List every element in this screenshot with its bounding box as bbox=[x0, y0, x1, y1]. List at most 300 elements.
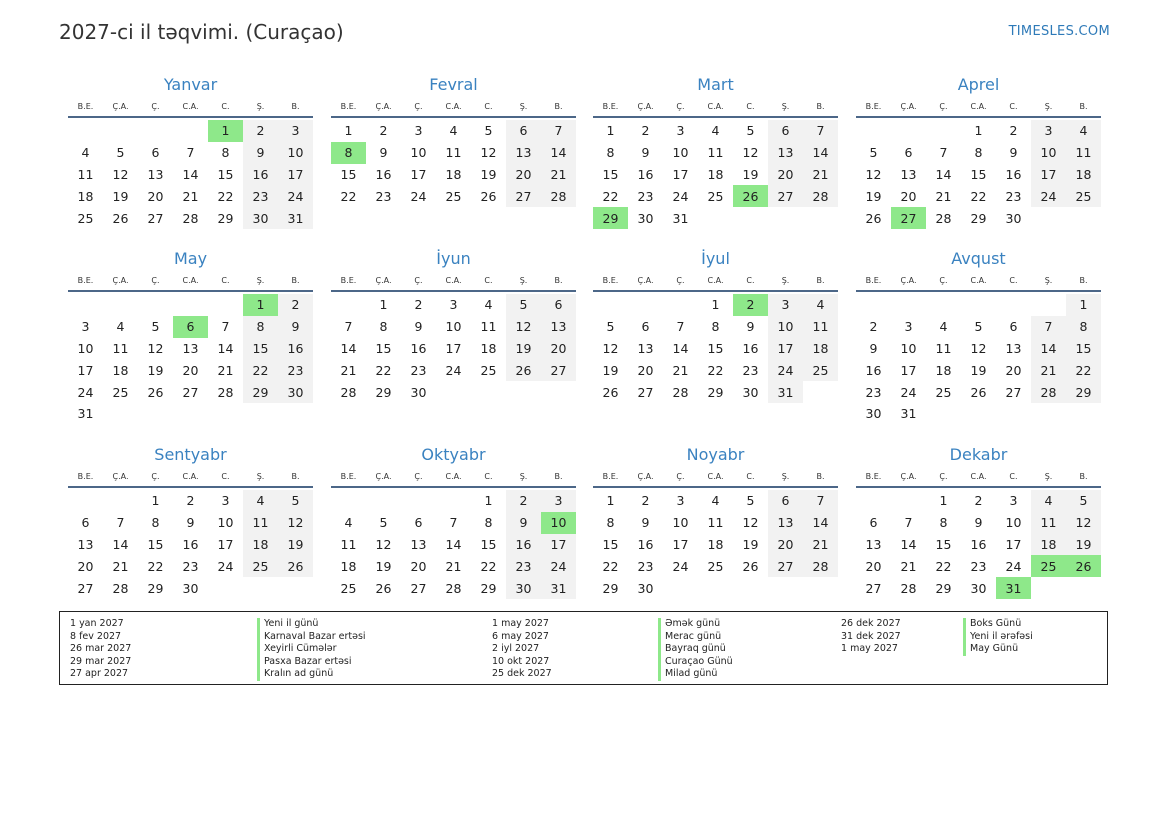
day-cell: 23 bbox=[375, 188, 392, 204]
day-cell: 25 bbox=[480, 362, 497, 378]
empty-cell bbox=[926, 294, 961, 316]
day-cell: 9 bbox=[869, 340, 878, 356]
day-cell: 7 bbox=[541, 120, 576, 142]
day-cell: 12 bbox=[375, 536, 392, 552]
weekday-label: B.E. bbox=[865, 275, 882, 285]
day-cell: 15 bbox=[602, 166, 619, 182]
weekday-label: B. bbox=[816, 471, 825, 481]
weekday-label: B.E. bbox=[77, 275, 94, 285]
weekday-label: Ç.A. bbox=[900, 471, 917, 481]
day-grid bbox=[68, 294, 313, 425]
day-cell: 2 bbox=[506, 490, 541, 512]
day-cell: 28 bbox=[672, 384, 689, 400]
weekday-label: C.A. bbox=[445, 275, 462, 285]
day-cell: 19 bbox=[147, 362, 164, 378]
weekday-label: Ş. bbox=[781, 471, 790, 481]
day-cell: 25 bbox=[112, 384, 129, 400]
weekday-label: Ç.A. bbox=[900, 101, 917, 111]
day-cell: 21 bbox=[340, 362, 357, 378]
weekday-label: Ç.A. bbox=[637, 101, 654, 111]
legend-dates-col2 bbox=[492, 618, 552, 681]
day-cell: 12 bbox=[742, 515, 759, 531]
empty-cell bbox=[926, 120, 961, 142]
day-cell: 25 bbox=[77, 210, 94, 226]
day-cell: 22 bbox=[707, 362, 724, 378]
day-cell: 17 bbox=[1031, 164, 1066, 186]
day-cell: 11 bbox=[77, 166, 94, 182]
weekday-header bbox=[593, 270, 838, 292]
legend-item: May Günü bbox=[963, 643, 1033, 656]
day-cell: 28 bbox=[445, 580, 462, 596]
day-cell: 3 bbox=[541, 490, 576, 512]
weekday-label: B. bbox=[1079, 275, 1088, 285]
day-grid bbox=[331, 294, 576, 403]
day-cell: 13 bbox=[900, 166, 917, 182]
day-cell: 1 bbox=[151, 493, 160, 509]
day-cell: 13 bbox=[410, 536, 427, 552]
day-cell: 24 bbox=[672, 558, 689, 574]
day-cell: 24 bbox=[672, 188, 689, 204]
empty-cell bbox=[856, 490, 891, 512]
day-cell: 6 bbox=[81, 515, 90, 531]
weekday-label: Ç. bbox=[414, 101, 423, 111]
day-cell: 27 bbox=[541, 359, 576, 381]
weekday-label: C.A. bbox=[182, 471, 199, 481]
day-cell: 19 bbox=[742, 166, 759, 182]
day-cell: 20 bbox=[506, 164, 541, 186]
day-cell: 21 bbox=[217, 362, 234, 378]
weekday-label: Ç. bbox=[414, 275, 423, 285]
empty-cell bbox=[961, 294, 996, 316]
weekday-label: Ş. bbox=[519, 471, 528, 481]
day-cell: 6 bbox=[151, 145, 160, 161]
day-cell: 23 bbox=[637, 188, 654, 204]
day-cell: 24 bbox=[1005, 558, 1022, 574]
weekday-label: C. bbox=[1009, 101, 1018, 111]
day-cell: 3 bbox=[1009, 493, 1018, 509]
day-cell: 22 bbox=[375, 362, 392, 378]
holiday-day-cell: 2 bbox=[733, 294, 768, 316]
day-cell: 2 bbox=[869, 319, 878, 335]
legend-item: 1 may 2027 bbox=[492, 618, 549, 629]
legend-item: 10 okt 2027 bbox=[492, 655, 550, 667]
day-cell: 18 bbox=[707, 536, 724, 552]
day-cell: 29 bbox=[935, 580, 952, 596]
day-cell: 4 bbox=[81, 145, 90, 161]
day-cell: 23 bbox=[970, 558, 987, 574]
day-cell: 9 bbox=[641, 145, 650, 161]
day-grid bbox=[331, 120, 576, 207]
legend-item: Curaçao Günü bbox=[658, 656, 733, 669]
day-cell: 25 bbox=[1066, 185, 1101, 207]
weekday-label: Ç. bbox=[676, 471, 685, 481]
legend-item: 1 yan 2027 bbox=[70, 618, 124, 629]
month-9 bbox=[68, 444, 313, 599]
day-grid bbox=[856, 294, 1101, 425]
day-cell: 21 bbox=[803, 534, 838, 556]
day-cell: 1 bbox=[344, 123, 353, 139]
day-cell: 24 bbox=[410, 188, 427, 204]
day-cell: 24 bbox=[1031, 185, 1066, 207]
day-cell: 31 bbox=[672, 210, 689, 226]
day-cell: 18 bbox=[1066, 164, 1101, 186]
day-cell: 30 bbox=[970, 580, 987, 596]
day-cell: 3 bbox=[768, 294, 803, 316]
day-cell: 21 bbox=[541, 164, 576, 186]
holiday-day-cell: 27 bbox=[891, 207, 926, 229]
day-cell: 10 bbox=[672, 145, 689, 161]
day-cell: 22 bbox=[602, 188, 619, 204]
day-cell: 21 bbox=[935, 188, 952, 204]
empty-cell bbox=[1031, 294, 1066, 316]
weekday-label: Ç.A. bbox=[112, 101, 129, 111]
day-cell: 10 bbox=[768, 316, 803, 338]
empty-cell bbox=[331, 490, 366, 512]
day-cell: 22 bbox=[147, 558, 164, 574]
day-cell: 21 bbox=[900, 558, 917, 574]
day-cell: 11 bbox=[112, 340, 129, 356]
legend-item: 2 iyl 2027 bbox=[492, 643, 540, 654]
day-cell: 25 bbox=[340, 580, 357, 596]
weekday-header bbox=[331, 270, 576, 292]
day-cell: 7 bbox=[803, 120, 838, 142]
day-cell: 2 bbox=[974, 493, 983, 509]
day-cell: 16 bbox=[506, 534, 541, 556]
weekday-label: Ç. bbox=[151, 101, 160, 111]
day-cell: 16 bbox=[375, 166, 392, 182]
day-cell: 8 bbox=[974, 145, 983, 161]
day-cell: 23 bbox=[506, 555, 541, 577]
weekday-label: Ç. bbox=[676, 101, 685, 111]
day-cell: 15 bbox=[935, 536, 952, 552]
day-cell: 18 bbox=[340, 558, 357, 574]
empty-cell bbox=[628, 294, 663, 316]
day-cell: 6 bbox=[869, 515, 878, 531]
weekday-label: Ş. bbox=[519, 275, 528, 285]
day-cell: 31 bbox=[768, 381, 803, 403]
day-cell: 15 bbox=[707, 340, 724, 356]
day-cell: 31 bbox=[541, 577, 576, 599]
day-cell: 29 bbox=[243, 381, 278, 403]
day-cell: 9 bbox=[974, 515, 983, 531]
day-cell: 7 bbox=[449, 515, 458, 531]
day-cell: 9 bbox=[641, 515, 650, 531]
day-cell: 19 bbox=[865, 188, 882, 204]
empty-cell bbox=[103, 120, 138, 142]
empty-cell bbox=[856, 120, 891, 142]
day-cell: 25 bbox=[243, 555, 278, 577]
day-cell: 31 bbox=[77, 406, 94, 422]
day-cell: 5 bbox=[506, 294, 541, 316]
day-cell: 5 bbox=[606, 319, 615, 335]
day-cell: 17 bbox=[1005, 536, 1022, 552]
day-cell: 23 bbox=[865, 384, 882, 400]
day-cell: 13 bbox=[147, 166, 164, 182]
day-cell: 20 bbox=[147, 188, 164, 204]
empty-cell bbox=[173, 294, 208, 316]
day-cell: 8 bbox=[939, 515, 948, 531]
weekday-label: B. bbox=[554, 101, 563, 111]
day-cell: 13 bbox=[768, 512, 803, 534]
month-12 bbox=[856, 444, 1101, 599]
day-cell: 24 bbox=[445, 362, 462, 378]
day-cell: 25 bbox=[935, 384, 952, 400]
weekday-label: Ç.A. bbox=[637, 471, 654, 481]
day-cell: 8 bbox=[151, 515, 160, 531]
day-cell: 24 bbox=[900, 384, 917, 400]
empty-cell bbox=[103, 490, 138, 512]
day-cell: 20 bbox=[768, 534, 803, 556]
weekday-label: B.E. bbox=[602, 471, 619, 481]
day-cell: 5 bbox=[974, 319, 983, 335]
weekday-label: Ç.A. bbox=[375, 275, 392, 285]
month-name: Oktyabr bbox=[421, 445, 486, 464]
day-cell: 27 bbox=[865, 580, 882, 596]
day-cell: 25 bbox=[707, 188, 724, 204]
day-cell: 9 bbox=[278, 316, 313, 338]
legend-item: 1 may 2027 bbox=[841, 643, 898, 654]
empty-cell bbox=[366, 490, 401, 512]
day-cell: 22 bbox=[970, 188, 987, 204]
day-cell: 10 bbox=[445, 319, 462, 335]
day-cell: 15 bbox=[1066, 338, 1101, 360]
day-cell: 13 bbox=[182, 340, 199, 356]
weekday-label: Ç. bbox=[414, 471, 423, 481]
day-cell: 26 bbox=[112, 210, 129, 226]
day-cell: 19 bbox=[506, 338, 541, 360]
day-cell: 28 bbox=[182, 210, 199, 226]
day-cell: 22 bbox=[480, 558, 497, 574]
day-cell: 17 bbox=[541, 534, 576, 556]
day-cell: 12 bbox=[480, 145, 497, 161]
legend-item: 26 dek 2027 bbox=[841, 618, 901, 629]
weekday-label: C. bbox=[484, 101, 493, 111]
weekday-header bbox=[856, 270, 1101, 292]
day-cell: 14 bbox=[900, 536, 917, 552]
weekday-label: B.E. bbox=[340, 471, 357, 481]
legend-item: Karnaval Bazar ertəsi bbox=[257, 631, 366, 644]
day-cell: 19 bbox=[278, 534, 313, 556]
weekday-label: Ç.A. bbox=[375, 101, 392, 111]
day-cell: 21 bbox=[1031, 359, 1066, 381]
day-cell: 27 bbox=[182, 384, 199, 400]
day-cell: 16 bbox=[410, 340, 427, 356]
holiday-day-cell: 25 bbox=[1031, 555, 1066, 577]
holiday-day-cell: 6 bbox=[173, 316, 208, 338]
day-cell: 12 bbox=[865, 166, 882, 182]
day-cell: 17 bbox=[410, 166, 427, 182]
day-cell: 13 bbox=[865, 536, 882, 552]
weekday-header bbox=[856, 466, 1101, 488]
weekday-label: B. bbox=[816, 275, 825, 285]
day-cell: 15 bbox=[970, 166, 987, 182]
day-cell: 13 bbox=[77, 536, 94, 552]
legend-item: Milad günü bbox=[658, 668, 733, 681]
day-cell: 14 bbox=[935, 166, 952, 182]
weekday-label: Ç. bbox=[939, 471, 948, 481]
day-cell: 4 bbox=[484, 297, 493, 313]
day-cell: 28 bbox=[112, 580, 129, 596]
day-cell: 17 bbox=[217, 536, 234, 552]
day-cell: 12 bbox=[1066, 512, 1101, 534]
day-cell: 29 bbox=[1066, 381, 1101, 403]
weekday-label: C. bbox=[221, 101, 230, 111]
day-cell: 7 bbox=[939, 145, 948, 161]
day-cell: 21 bbox=[445, 558, 462, 574]
day-cell: 6 bbox=[641, 319, 650, 335]
day-cell: 23 bbox=[1005, 188, 1022, 204]
day-cell: 29 bbox=[480, 580, 497, 596]
weekday-label: Ş. bbox=[256, 101, 265, 111]
legend-item: Xeyirli Cümələr bbox=[257, 643, 366, 656]
empty-cell bbox=[856, 294, 891, 316]
day-cell: 6 bbox=[506, 120, 541, 142]
day-cell: 23 bbox=[742, 362, 759, 378]
day-cell: 10 bbox=[672, 515, 689, 531]
day-cell: 5 bbox=[746, 123, 755, 139]
day-cell: 10 bbox=[410, 145, 427, 161]
day-cell: 8 bbox=[606, 515, 615, 531]
day-cell: 5 bbox=[869, 145, 878, 161]
day-cell: 23 bbox=[410, 362, 427, 378]
day-grid bbox=[856, 120, 1101, 229]
day-cell: 23 bbox=[637, 558, 654, 574]
day-cell: 20 bbox=[900, 188, 917, 204]
day-cell: 21 bbox=[112, 558, 129, 574]
day-cell: 12 bbox=[602, 340, 619, 356]
day-cell: 20 bbox=[182, 362, 199, 378]
day-cell: 16 bbox=[637, 166, 654, 182]
weekday-label: C.A. bbox=[970, 471, 987, 481]
weekday-label: Ş. bbox=[256, 275, 265, 285]
legend-item: Yeni il günü bbox=[257, 618, 366, 631]
day-cell: 26 bbox=[375, 580, 392, 596]
holiday-day-cell: 8 bbox=[331, 142, 366, 164]
day-cell: 27 bbox=[410, 580, 427, 596]
month-6 bbox=[331, 248, 576, 403]
day-cell: 1 bbox=[1066, 294, 1101, 316]
day-cell: 29 bbox=[147, 580, 164, 596]
day-cell: 25 bbox=[445, 188, 462, 204]
day-cell: 27 bbox=[637, 384, 654, 400]
day-cell: 18 bbox=[935, 362, 952, 378]
weekday-label: Ş. bbox=[781, 101, 790, 111]
weekday-label: B.E. bbox=[340, 275, 357, 285]
weekday-label: C. bbox=[746, 275, 755, 285]
day-cell: 27 bbox=[768, 555, 803, 577]
day-cell: 4 bbox=[939, 319, 948, 335]
day-cell: 16 bbox=[637, 536, 654, 552]
day-cell: 18 bbox=[445, 166, 462, 182]
day-cell: 22 bbox=[217, 188, 234, 204]
day-cell: 18 bbox=[1031, 534, 1066, 556]
weekday-label: Ç. bbox=[151, 471, 160, 481]
day-cell: 19 bbox=[970, 362, 987, 378]
day-cell: 23 bbox=[278, 359, 313, 381]
day-cell: 15 bbox=[243, 338, 278, 360]
day-cell: 26 bbox=[602, 384, 619, 400]
day-cell: 10 bbox=[278, 142, 313, 164]
weekday-label: B. bbox=[291, 471, 300, 481]
day-cell: 3 bbox=[904, 319, 913, 335]
weekday-label: Ç. bbox=[676, 275, 685, 285]
day-cell: 16 bbox=[243, 164, 278, 186]
weekday-label: C.A. bbox=[182, 275, 199, 285]
day-cell: 14 bbox=[541, 142, 576, 164]
weekday-label: B.E. bbox=[77, 471, 94, 481]
day-cell: 26 bbox=[480, 188, 497, 204]
day-cell: 22 bbox=[340, 188, 357, 204]
month-name: Dekabr bbox=[949, 445, 1008, 464]
day-cell: 6 bbox=[768, 120, 803, 142]
day-cell: 7 bbox=[803, 490, 838, 512]
day-cell: 7 bbox=[676, 319, 685, 335]
day-cell: 8 bbox=[221, 145, 230, 161]
day-cell: 8 bbox=[711, 319, 720, 335]
day-cell: 18 bbox=[112, 362, 129, 378]
weekday-label: C. bbox=[221, 471, 230, 481]
legend-item: 31 dek 2027 bbox=[841, 630, 901, 642]
day-cell: 8 bbox=[1066, 316, 1101, 338]
weekday-label: Ş. bbox=[1044, 275, 1053, 285]
day-cell: 9 bbox=[746, 319, 755, 335]
day-cell: 11 bbox=[707, 515, 724, 531]
day-cell: 21 bbox=[182, 188, 199, 204]
legend-item: Kralın ad günü bbox=[257, 668, 366, 681]
day-cell: 9 bbox=[186, 515, 195, 531]
day-cell: 18 bbox=[243, 534, 278, 556]
weekday-label: B. bbox=[816, 101, 825, 111]
legend-item: Boks Günü bbox=[963, 618, 1033, 631]
day-cell: 30 bbox=[506, 577, 541, 599]
weekday-label: C. bbox=[221, 275, 230, 285]
day-grid bbox=[68, 120, 313, 229]
month-name: Yanvar bbox=[163, 75, 218, 94]
day-cell: 12 bbox=[112, 166, 129, 182]
day-cell: 30 bbox=[1005, 210, 1022, 226]
day-cell: 7 bbox=[1031, 316, 1066, 338]
day-cell: 2 bbox=[414, 297, 423, 313]
day-cell: 5 bbox=[151, 319, 160, 335]
month-11 bbox=[593, 444, 838, 599]
month-7 bbox=[593, 248, 838, 403]
day-cell: 13 bbox=[1005, 340, 1022, 356]
day-cell: 23 bbox=[182, 558, 199, 574]
day-grid bbox=[331, 490, 576, 599]
day-cell: 4 bbox=[449, 123, 458, 139]
weekday-label: C. bbox=[746, 471, 755, 481]
day-cell: 16 bbox=[278, 338, 313, 360]
day-cell: 28 bbox=[541, 185, 576, 207]
day-cell: 2 bbox=[278, 294, 313, 316]
day-cell: 13 bbox=[637, 340, 654, 356]
day-cell: 27 bbox=[147, 210, 164, 226]
weekday-label: C.A. bbox=[970, 101, 987, 111]
day-cell: 31 bbox=[900, 406, 917, 422]
day-cell: 11 bbox=[243, 512, 278, 534]
day-cell: 9 bbox=[506, 512, 541, 534]
empty-cell bbox=[138, 120, 173, 142]
weekday-label: B.E. bbox=[602, 275, 619, 285]
day-cell: 26 bbox=[506, 359, 541, 381]
legend-item: Pasxa Bazar ertəsi bbox=[257, 656, 366, 669]
site-link[interactable]: TIMESLES.COM bbox=[1008, 24, 1110, 39]
day-cell: 20 bbox=[768, 164, 803, 186]
day-cell: 10 bbox=[1005, 515, 1022, 531]
day-cell: 3 bbox=[1031, 120, 1066, 142]
month-2 bbox=[331, 74, 576, 207]
day-cell: 26 bbox=[970, 384, 987, 400]
